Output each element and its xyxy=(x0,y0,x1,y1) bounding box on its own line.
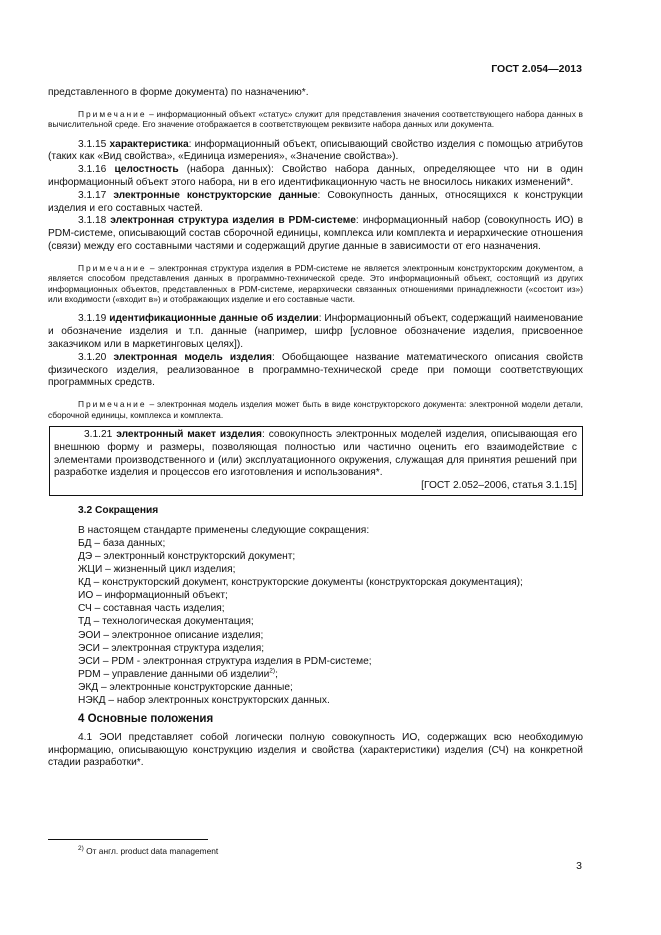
term-number: 3.1.21 xyxy=(84,429,117,440)
note-text: – электронная структура изделия в PDM-системе не является электронным конструкторским документом, а является способом представления данных в программно-технической среде. Это информационный объект, состоящий из других информационных объектов, представленных в PDM-системе, иерархически связанных отношениями принадлежности («состоит из») или входимости («входит в») и отображающих изделие и его составные части. xyxy=(48,262,583,304)
note-label: Примечание xyxy=(78,108,147,119)
term-name: электронная модель изделия xyxy=(113,351,272,363)
list-item: ЖЦИ – жизненный цикл изделия; xyxy=(78,564,236,576)
term-3-1-19 xyxy=(48,313,583,351)
term-number: 3.1.16 xyxy=(78,164,115,176)
list-item: БД – база данных; xyxy=(78,537,166,549)
footnote-mark: 2) xyxy=(78,845,84,853)
page-number: 3 xyxy=(576,860,582,872)
list-item: ЭСИ – PDM - электронная структура изделия в PDM-системе; xyxy=(78,655,372,667)
term-definition: : Информационный объект, содержащий наименование и обозначение изделия и т.п. данные (например, шифр [условное обозначение изделия, присвоенное заказчиком или в маркетинговых целях]). xyxy=(48,313,583,350)
section-heading-main-provisions: 4 Основные положения xyxy=(78,713,214,726)
term-3-1-18 xyxy=(48,215,583,253)
term-3-1-20 xyxy=(48,352,583,390)
footnote-divider xyxy=(48,839,208,840)
term-definition: : информационный объект, описывающий свойство изделия с помощью атрибутов (таких как «Вид свойства», «Единица измерения», «Значение свойства»). xyxy=(48,138,584,163)
list-item: СЧ – составная часть изделия; xyxy=(78,603,225,615)
note-text: – информационный объект «статус» служит для представления значения соответствующего набора данных в вычислительной среде. Его значение отображается в соответствующем реквизите набора данных или документа. xyxy=(48,108,583,130)
abbreviation-intro: В настоящем стандарте применены следующие сокращения: xyxy=(78,524,370,536)
term-reference: [ГОСТ 2.052–2006, статья 3.1.15] xyxy=(421,480,577,492)
term-name: электронный макет изделия xyxy=(116,429,262,440)
section-heading-abbreviations: 3.2 Сокращения xyxy=(78,504,159,516)
term-number: 3.1.20 xyxy=(78,351,114,363)
note-model xyxy=(48,399,583,420)
term-number: 3.1.19 xyxy=(78,313,110,325)
term-number: 3.1.17 xyxy=(78,189,114,201)
paragraph-4-1: 4.1 ЭОИ представляет собой логически полную совокупность ИО, содержащих всю необходимую информацию, описывающую конструкцию изделия и свойства (характеристики) изделия (СЧ) на конкретной стадии разработки*. xyxy=(48,731,583,769)
term-definition: : информационный набор (совокупность ИО) в PDM-системе, описывающий состав сборочной единицы, комплекса или комплекта и иерархические отношения (связи) между его составными частями и содержащий другие данные в зависимости от его назначения. xyxy=(48,215,583,252)
term-name: целостность xyxy=(114,164,179,176)
page-body xyxy=(48,87,583,770)
note-label: Примечание xyxy=(78,399,147,410)
term-definition: (набора данных): Свойство набора данных, определяющее что ни в один информационный объект этого набора, ни в его идентификационную часть не вносилось никаких изменений*. xyxy=(48,164,584,188)
term-3-1-21 xyxy=(54,429,577,480)
term-name: электронная структура изделия в PDM-системе xyxy=(110,215,356,227)
note-structure xyxy=(48,263,583,305)
term-definition: : Обобщающее название математического описания свойств физического изделия, реализованное в программно-технической среде при помощи соответствующих программных средств. xyxy=(48,351,584,389)
note-label: Примечание xyxy=(78,262,147,273)
footnote-text: От англ. product data management xyxy=(83,846,219,856)
term-definition: : совокупность электронных моделей изделия, описывающая его внешнюю форму и размеры, позволяющая полностью или частично оценить его взаимодействие с элементами производственного и (или) эксплуатационного окружения, служащая для принятия решений при разработке изделия и процессов его изготовления и использования*. xyxy=(54,429,578,479)
document-code: ГОСТ 2.054—2013 xyxy=(491,63,582,75)
list-item: ЭСИ – электронная структура изделия; xyxy=(78,642,265,654)
term-number: 3.1.15 xyxy=(78,138,110,150)
footnote-ref: 2) xyxy=(269,667,276,675)
term-name: идентификационные данные об изделии xyxy=(109,313,319,325)
abbreviation-list xyxy=(48,524,583,707)
note-text: – электронная модель изделия может быть в виде конструкторского документа: электронной модели детали, сборочной единицы, комплекса и комплекта. xyxy=(48,399,583,420)
list-item-tail: ; xyxy=(275,668,278,680)
term-3-1-17 xyxy=(48,190,583,216)
list-item: ЭКД – электронные конструкторские данные; xyxy=(78,681,293,693)
list-item: ДЭ – электронный конструкторский документ; xyxy=(78,550,296,562)
term-definition: : Совокупность данных, относящихся к конструкции изделия и его составных частей. xyxy=(48,189,583,214)
term-number: 3.1.18 xyxy=(78,215,111,227)
paragraph-continuation: представленного в форме документа) по назначению*. xyxy=(48,87,309,98)
boxed-term-3-1-21 xyxy=(49,426,583,496)
list-item: ЭОИ – электронное описание изделия; xyxy=(78,629,264,641)
list-item: ИО – информационный объект; xyxy=(78,590,228,602)
footnote xyxy=(78,846,218,856)
term-name: характеристика xyxy=(109,138,189,150)
term-name: электронные конструкторские данные xyxy=(113,189,318,201)
term-3-1-16 xyxy=(48,164,583,190)
list-item-pdm xyxy=(78,668,583,681)
list-item-text: PDM – управление данными об изделии xyxy=(78,668,270,680)
list-item: КД – конструкторский документ, конструкторские документы (конструкторская документация); xyxy=(78,577,523,589)
note-status xyxy=(48,109,583,130)
list-item: НЭКД – набор электронных конструкторских данных. xyxy=(78,695,330,706)
term-3-1-15 xyxy=(48,139,583,165)
list-item: ТД – технологическая документация; xyxy=(78,616,254,628)
